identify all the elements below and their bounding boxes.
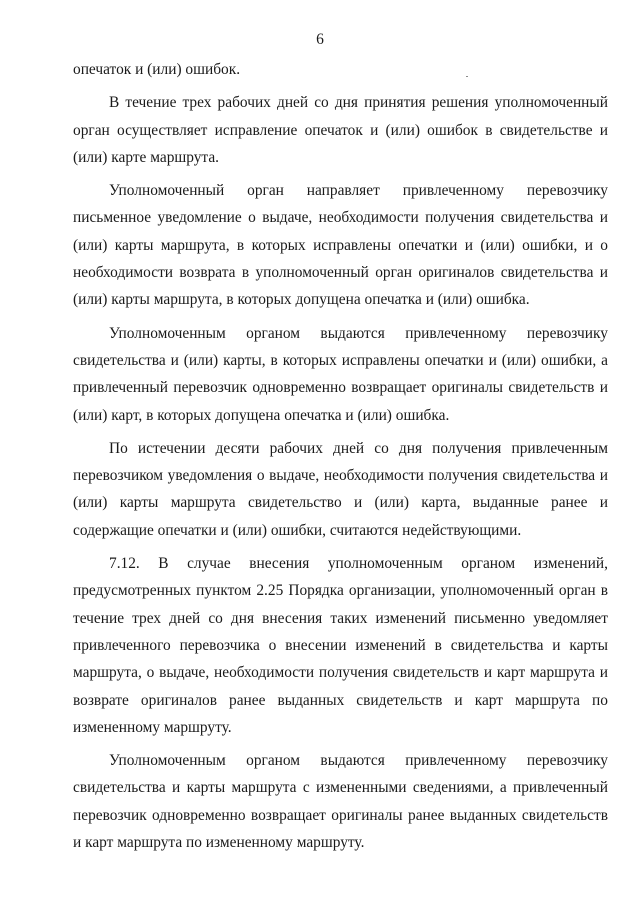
paragraph-invalidation: По истечении десяти рабочих дней со дня получения привлеченным перевозчиком уведомления о выдаче, необходимости получения свидетельства и (или) карты маршрута свидетельство и (или) карта, выданные ранее и содержащие опечатки и (или) ошибки, считаются недействующими. [73,439,608,539]
paragraph-continuation: опечаток и (или) ошибок. [73,61,241,78]
paragraph-correction-deadline: В течение трех рабочих дней со дня принятия решения уполномоченный орган осуществляет исправление опечаток и (или) ошибок в свидетельстве и (или) карте маршрута. [73,94,608,166]
paragraph-reissue: Уполномоченным органом выдаются привлеченному перевозчику свидетельства и карты маршрута с измененными сведениями, а привлеченный перевозчик одновременно возвращает оригиналы ранее выданных свидетельств и карт маршрута по измененному маршруту. [73,752,608,852]
page-number: 6 [316,31,324,48]
paragraph-notification: Уполномоченный орган направляет привлеченному перевозчику письменное уведомление о выдаче, необходимости получения свидетельства и (или) карты маршрута, в которых исправлены опечатки и (или) ошибки, и о необходимости возврата в уполномоченный орган оригиналов свидетельства и (или) карты маршрута, в которых допущена опечатка и (или) ошибка. [73,182,608,309]
paragraph-issuance: Уполномоченным органом выдаются привлеченному перевозчику свидетельства и (или) карты, в которых исправлены опечатки и (или) ошибки, а привлеченный перевозчик одновременно возвращает оригиналы свидетельств и (или) карт, в которых допущена опечатка и (или) ошибка. [73,324,608,424]
body-text [73,56,608,862]
paragraph-section-7-12: 7.12. В случае внесения уполномоченным органом изменений, предусмотренных пунктом 2.25 Порядка организации, уполномоченный орган в течение трех дней со дня внесения таких изменений письменно уведомляет привлеченного перевозчика о внесении изменений в свидетельства и карты маршрута, о выдаче, необходимости получения свидетельств и карт маршрута и возврате оригиналов ранее выданных свидетельств и карт маршрута по измененному маршруту. [73,555,608,736]
